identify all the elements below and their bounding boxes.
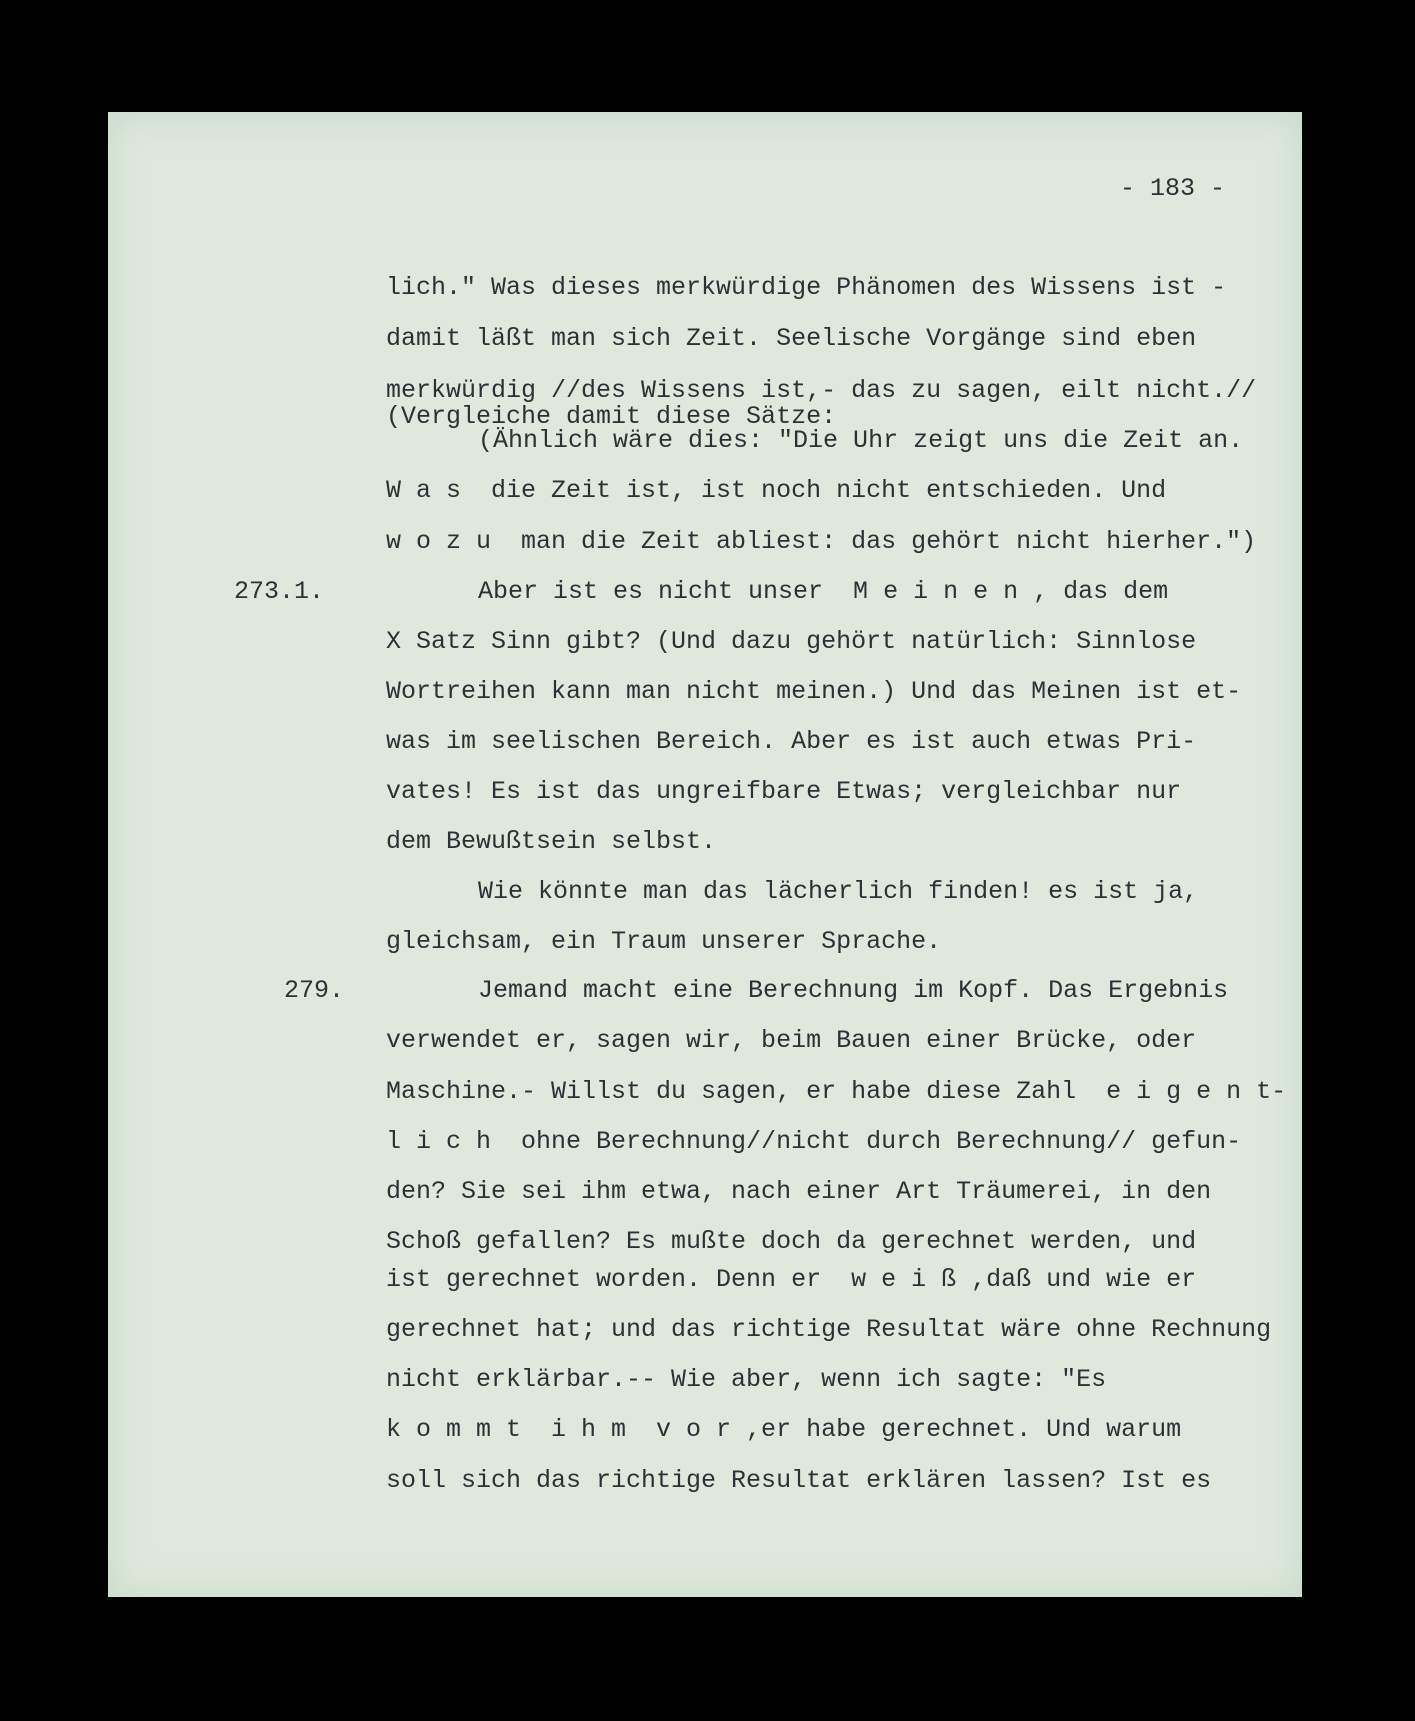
text-line: verwendet er, sagen wir, beim Bauen einer Brücke, oder (386, 1026, 1197, 1055)
text-line: (Vergleiche damit diese Sätze: (386, 402, 837, 431)
text-line: Aber ist es nicht unser M e i n e n , das dem (478, 577, 1169, 606)
text-line: Schoß gefallen? Es mußte doch da gerechnet werden, und (386, 1227, 1197, 1256)
text-line: lich." Was dieses merkwürdige Phänomen des Wissens ist - (386, 273, 1227, 302)
text-line: (Ähnlich wäre dies: "Die Uhr zeigt uns die Zeit an. (478, 426, 1244, 455)
text-line: l i c h ohne Berechnung//nicht durch Berechnung// gefun- (386, 1127, 1242, 1156)
text-line: gerechnet hat; und das richtige Resultat wäre ohne Rechnung (386, 1315, 1272, 1344)
text-line: gleichsam, ein Traum unserer Sprache. (386, 927, 942, 956)
text-line: damit läßt man sich Zeit. Seelische Vorgänge sind eben (386, 324, 1197, 353)
typed-page (108, 112, 1302, 1597)
text-line: was im seelischen Bereich. Aber es ist auch etwas Pri- (386, 727, 1197, 756)
text-line: W a s die Zeit ist, ist noch nicht entschieden. Und (386, 476, 1167, 505)
text-line: k o m m t i h m v o r ,er habe gerechnet. Und warum (386, 1415, 1182, 1444)
text-line: soll sich das richtige Resultat erklären lassen? Ist es (386, 1466, 1212, 1495)
text-line: nicht erklärbar.-- Wie aber, wenn ich sagte: "Es (386, 1365, 1107, 1394)
text-line: ist gerechnet worden. Denn er w e i ß ,daß und wie er (386, 1265, 1197, 1294)
margin-number: 279. (284, 976, 345, 1005)
page-number: - 183 - (1120, 174, 1226, 203)
text-line: dem Bewußtsein selbst. (386, 827, 717, 856)
text-line: vates! Es ist das ungreifbare Etwas; vergleichbar nur (386, 777, 1182, 806)
text-line: Wie könnte man das lächerlich finden! es ist ja, (478, 877, 1199, 906)
text-line: den? Sie sei ihm etwa, nach einer Art Träumerei, in den (386, 1177, 1212, 1206)
text-line: merkwürdig //des Wissens ist,- das zu sagen, eilt nicht.// (386, 376, 1257, 405)
text-line: w o z u man die Zeit abliest: das gehört nicht hierher.") (386, 527, 1257, 556)
text-line: Maschine.- Willst du sagen, er habe diese Zahl e i g e n t- (386, 1077, 1287, 1106)
margin-number: 273.1. (234, 577, 325, 606)
text-line: Jemand macht eine Berechnung im Kopf. Das Ergebnis (478, 976, 1229, 1005)
text-line: X Satz Sinn gibt? (Und dazu gehört natürlich: Sinnlose (386, 627, 1197, 656)
text-line: Wortreihen kann man nicht meinen.) Und das Meinen ist et- (386, 677, 1242, 706)
